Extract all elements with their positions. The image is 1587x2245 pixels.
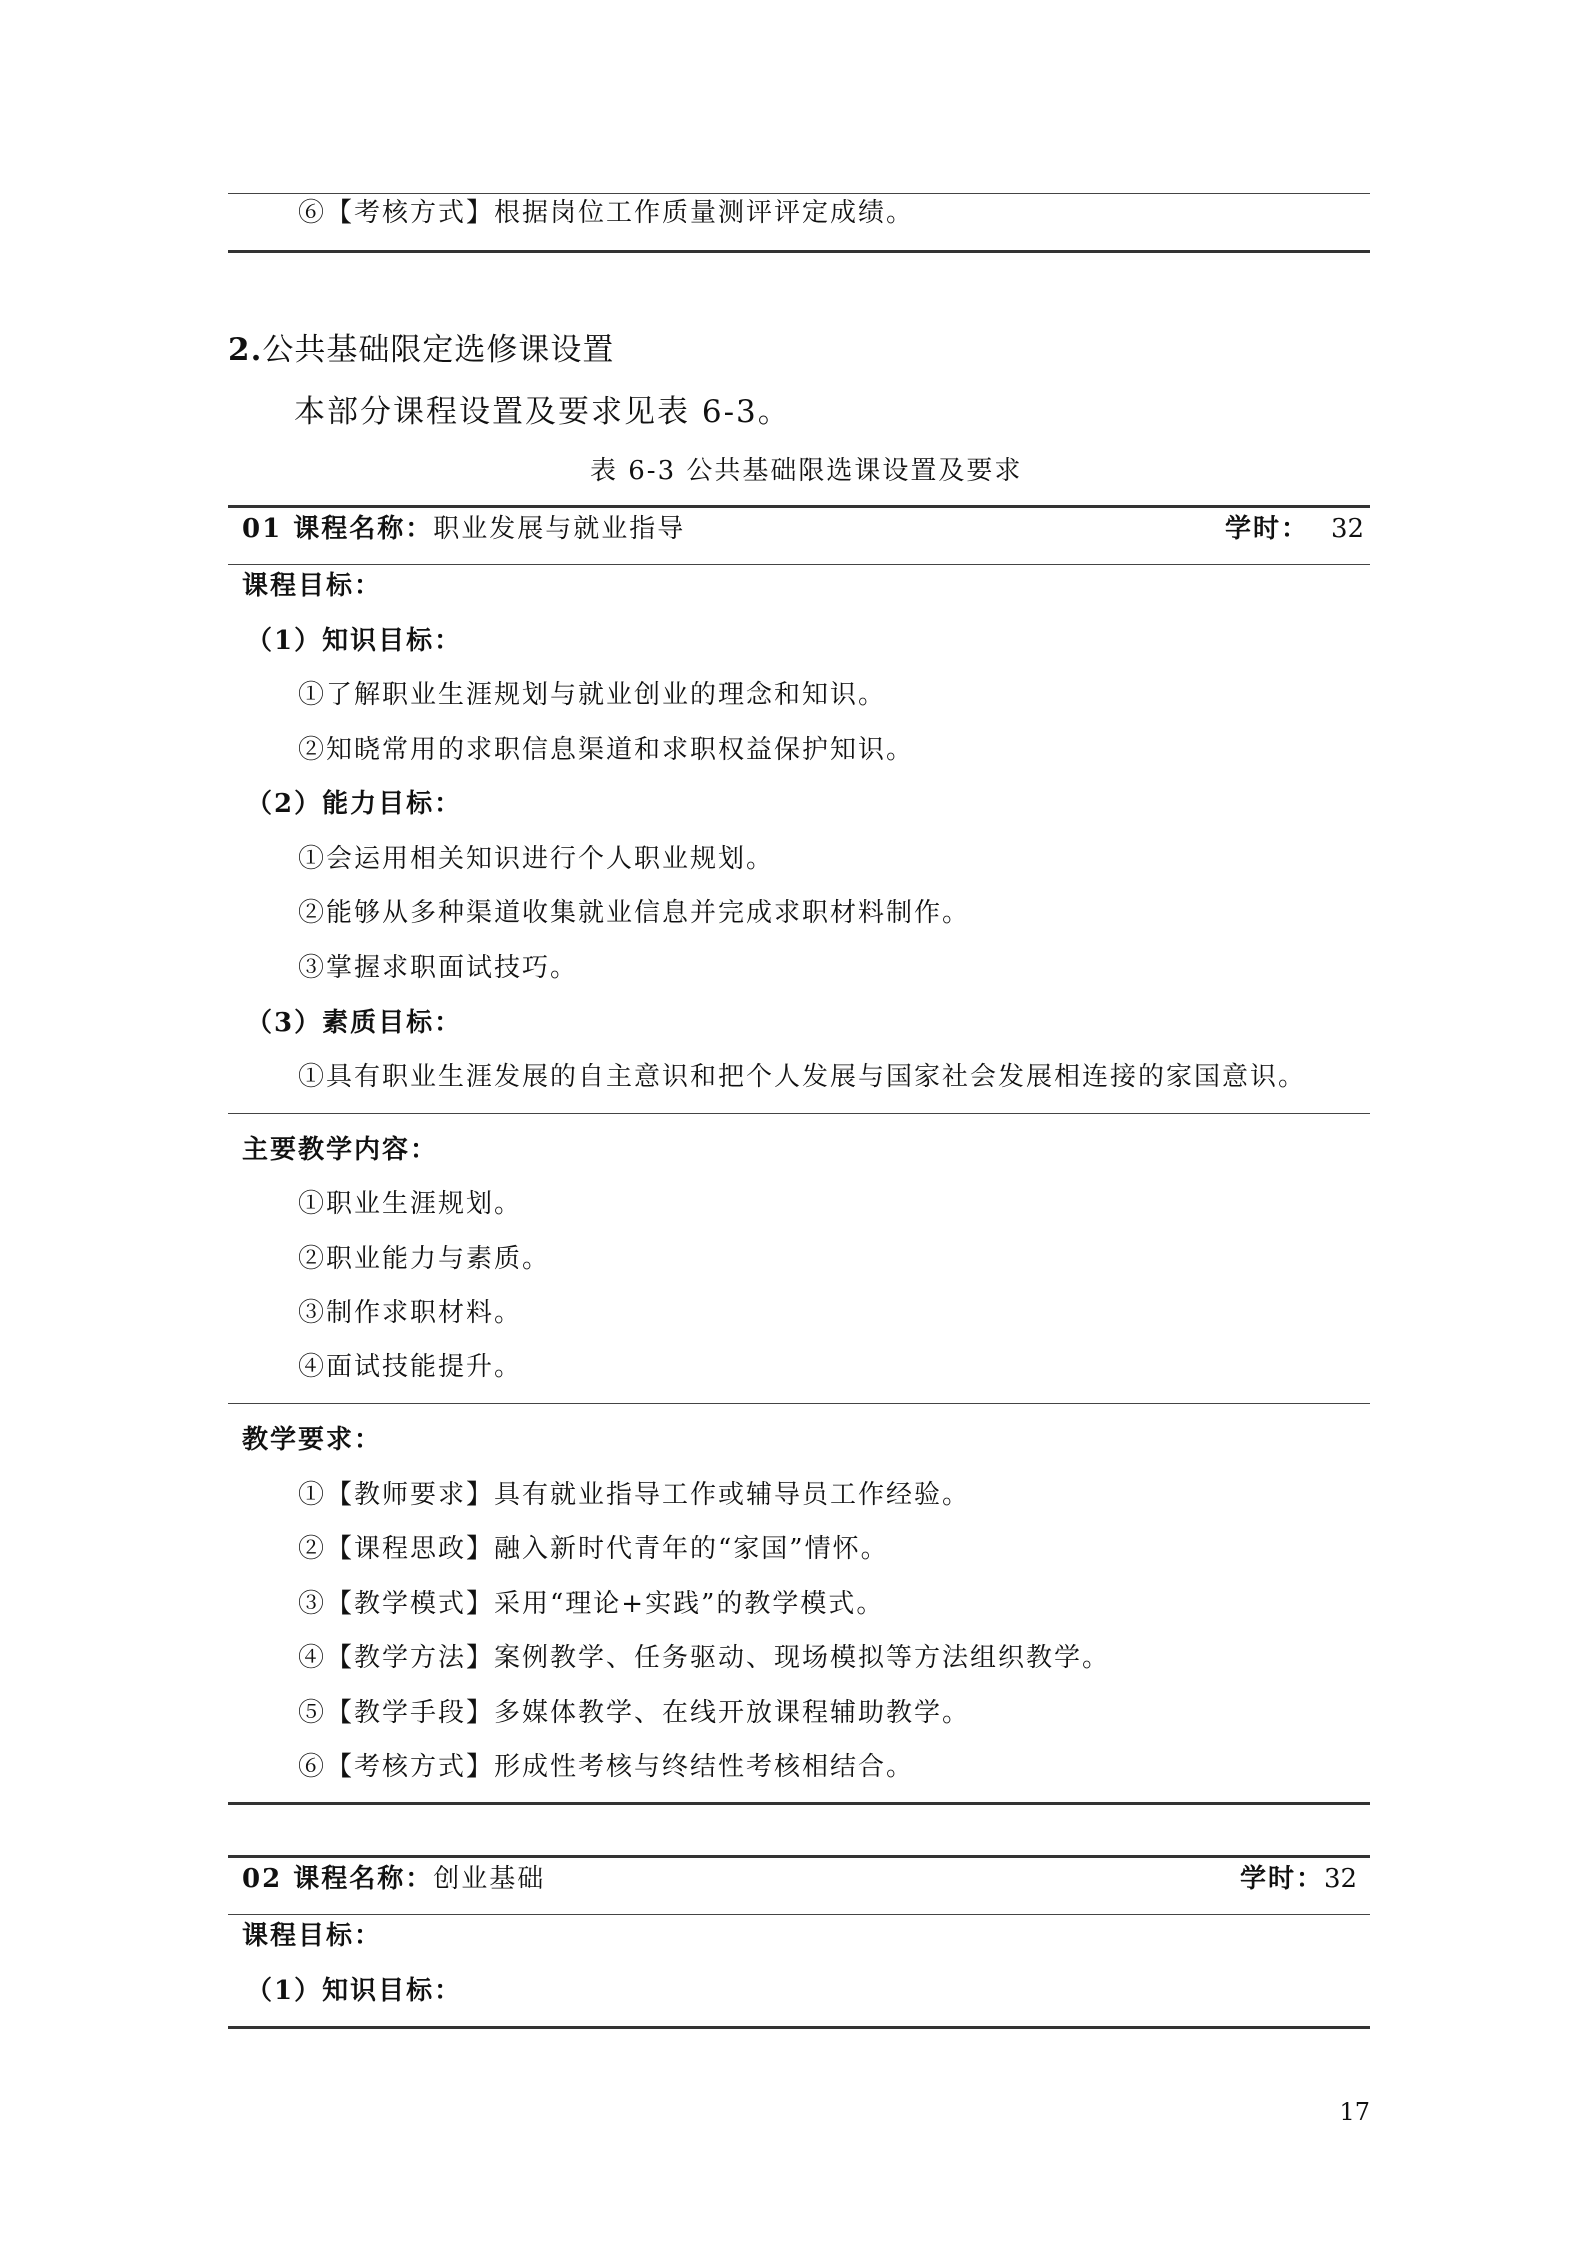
section-heading-number: 2. [228,332,263,368]
course1-header-rule [228,564,1370,565]
course1-content-rule [228,1403,1370,1404]
course1-content-label: 主要教学内容： [242,1135,439,1165]
course1-goals-rule [228,1113,1370,1114]
course1-top-rule [228,505,1370,508]
course2-name-row [242,1862,545,1896]
course1-bottom-rule [228,1802,1370,1805]
table-caption: 表 6-3 公共基础限选课设置及要求 [590,456,1023,486]
course1-content-item: ③制作求职材料。 [298,1298,523,1328]
course2-bottom-rule [228,2026,1370,2029]
course1-knowledge-item: ②知晓常用的求职信息渠道和求职权益保护知识。 [298,735,915,765]
course1-requirement-item: ⑥【考核方式】形成性考核与终结性考核相结合。 [298,1752,915,1782]
course1-requirements-label: 教学要求： [242,1425,383,1455]
course1-content-item: ④面试技能提升。 [298,1352,523,1382]
course2-top-rule [228,1855,1370,1858]
course1-content-item: ②职业能力与素质。 [298,1244,551,1274]
course1-goals-label: 课程目标： [242,571,383,601]
section-heading-text: 公共基础限定选修课设置 [262,332,615,368]
course1-quality-item: ①具有职业生涯发展的自主意识和把个人发展与国家社会发展相连接的家国意识。 [298,1062,1307,1092]
course2-hours-label: 学时： [1240,1864,1325,1894]
course2-header-rule [228,1914,1370,1915]
course1-requirement-item: ①【教师要求】具有就业指导工作或辅导员工作经验。 [298,1480,971,1510]
course1-hours [1225,512,1364,546]
course2-name-value: 创业基础 [433,1864,546,1894]
course2-name-label: 02 课程名称： [242,1864,434,1894]
course2-goals-label: 课程目标： [242,1921,383,1951]
course1-quality-label: （3）素质目标： [246,1008,463,1038]
course1-knowledge-item: ①了解职业生涯规划与就业创业的理念和知识。 [298,680,887,710]
course2-hours [1240,1862,1357,1896]
course2-knowledge-label: （1）知识目标： [246,1976,463,2006]
course1-knowledge-label: （1）知识目标： [246,626,463,656]
course1-requirement-item: ②【课程思政】融入新时代青年的“家国”情怀。 [298,1534,889,1564]
course1-name-label: 01 课程名称： [242,514,434,544]
course1-ability-item: ②能够从多种渠道收集就业信息并完成求职材料制作。 [298,898,971,928]
course1-requirement-item: ④【教学方法】案例教学、任务驱动、现场模拟等方法组织教学。 [298,1643,1111,1673]
course1-content-item: ①职业生涯规划。 [298,1189,523,1219]
course1-name-row [242,512,685,546]
page-number: 17 [1339,2098,1370,2126]
course1-ability-item: ①会运用相关知识进行个人职业规划。 [298,844,775,874]
table-top-rule [228,193,1370,194]
section-intro: 本部分课程设置及要求见表 6-3。 [294,394,791,430]
course1-requirement-item: ③【教学模式】采用“理论+实践”的教学模式。 [298,1589,885,1619]
course1-ability-label: （2）能力目标： [246,789,463,819]
course2-hours-value: 32 [1324,1864,1358,1894]
course1-ability-item: ③掌握求职面试技巧。 [298,953,579,983]
course1-hours-value: 32 [1331,514,1365,544]
table-bottom-rule [228,250,1370,253]
course1-hours-label: 学时： [1225,514,1310,544]
section-heading [228,330,614,370]
course1-name-value: 职业发展与就业指导 [433,514,686,544]
assessment-line: ⑥【考核方式】根据岗位工作质量测评评定成绩。 [298,198,915,228]
course1-requirement-item: ⑤【教学手段】多媒体教学、在线开放课程辅助教学。 [298,1698,971,1728]
